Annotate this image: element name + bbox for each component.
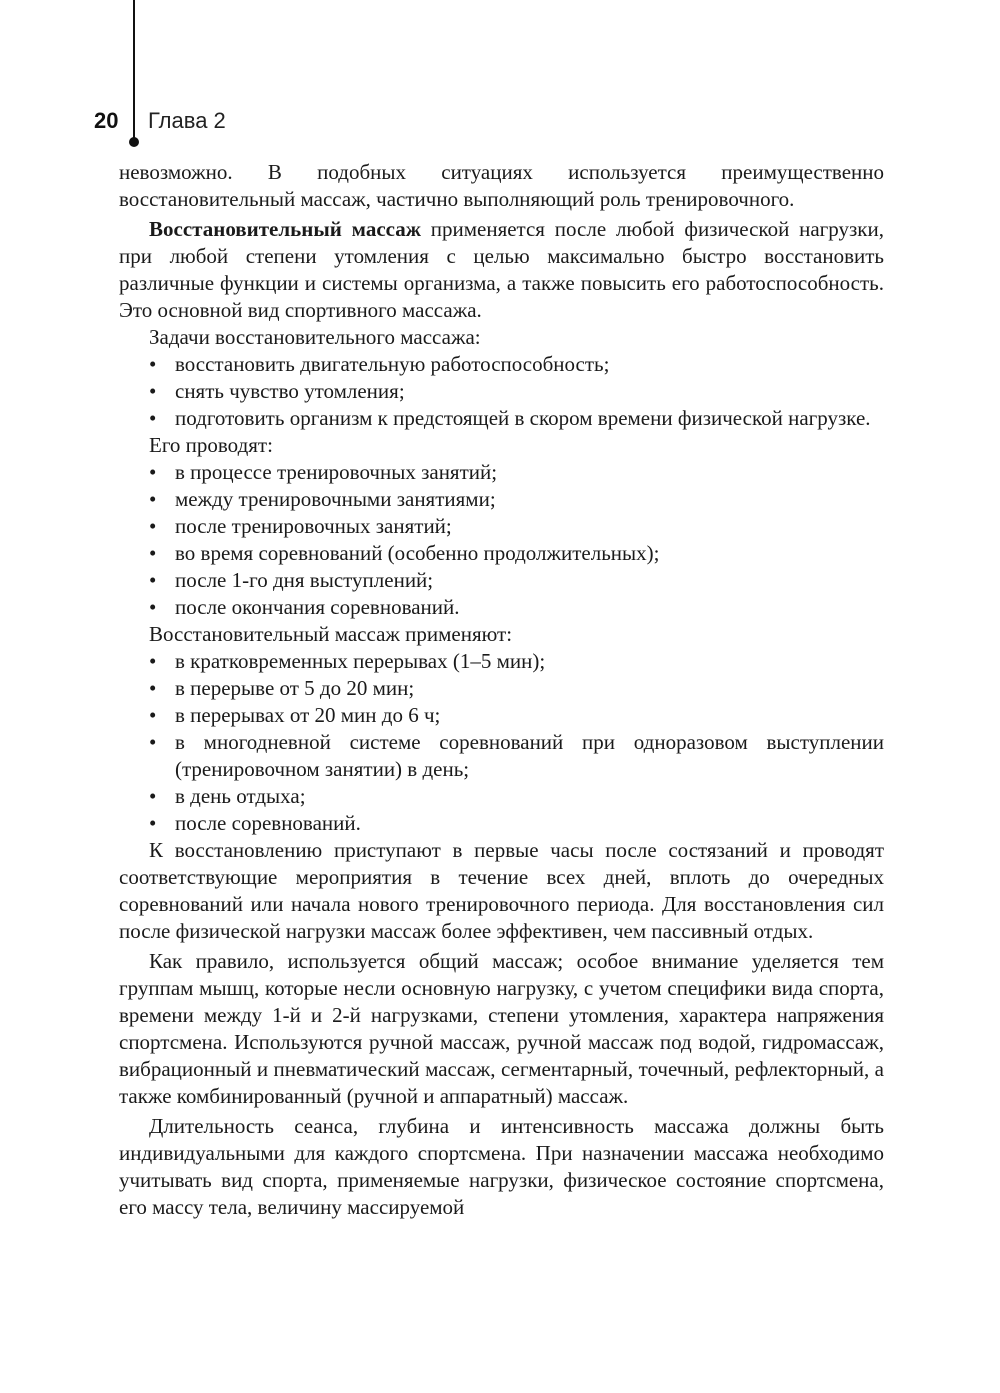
applied-intro: Восстановительный массаж применяют: (149, 622, 513, 646)
paragraph-2-text: применяется после любой физической нагрузки, при любой степени утомления с целью максимально быстро восстановить различные функции и системы организма, а также повысить его работоспособность. Это основной вид спортивного массажа. (119, 217, 884, 322)
list-item (119, 783, 884, 810)
list-item-text: после окончания соревнований. (175, 595, 460, 619)
list-item-text: подготовить организм к предстоящей в скором времени физической нагрузке. (175, 406, 871, 430)
paragraph-5: Длительность сеанса, глубина и интенсивность массажа должны быть индивидуальными для каждого спортсмена. При назначении массажа необходимо учитывать вид спорта, применяемые нагрузки, физическое состояние спортсмена, его массу тела, величину массируемой (119, 1114, 884, 1219)
list-item-text: во время соревнований (особенно продолжительных); (175, 541, 660, 565)
list-item (119, 486, 884, 513)
list-item (119, 729, 884, 783)
list-item-text: между тренировочными занятиями; (175, 487, 496, 511)
paragraph-3: К восстановлению приступают в первые часы после состязаний и проводят соответствующие мероприятия в течение всех дней, вплоть до очередных соревнований или начала нового тренировочного периода. Для восстановления сил после физической нагрузки массаж более эффективен, чем пассивный отдых. (119, 838, 884, 943)
bullet-icon: • (149, 487, 157, 511)
bullet-icon: • (149, 379, 157, 403)
list-item-text: в перерывах от 20 мин до 6 ч; (175, 703, 441, 727)
paragraph-2 (119, 216, 884, 324)
bullet-icon: • (149, 595, 157, 619)
list-item-text: в день отдыха; (175, 784, 306, 808)
paragraph-4: Как правило, используется общий массаж; особое внимание уделяется тем группам мышц, которые несли основную нагрузку, с учетом специфики вида спорта, времени между 1-й и 2-й нагрузками, степени утомления, характера напряжения спортсмена. Используются ручной массаж, ручной массаж под водой, гидромассаж, вибрационный и пневматический массаж, сегментарный, точечный, рефлекторный, а также комбинированный (ручной и аппаратный) массаж. (119, 949, 884, 1108)
paragraph-1: невозможно. В подобных ситуациях используется преимущественно восстановительный массаж, частично выполняющий роль тренировочного. (119, 160, 884, 211)
bullet-icon: • (149, 352, 157, 376)
list-item-text: в процессе тренировочных занятий; (175, 460, 498, 484)
list-item (119, 351, 884, 378)
page-body (119, 159, 884, 1221)
term-bold: Восстановительный массаж (149, 217, 421, 241)
bullet-icon: • (149, 703, 157, 727)
tasks-list (119, 351, 884, 432)
bullet-icon: • (149, 784, 157, 808)
list-item-text: восстановить двигательную работоспособность; (175, 352, 610, 376)
bullet-icon: • (149, 811, 157, 835)
bullet-icon: • (149, 676, 157, 700)
list-item-text: после 1-го дня выступлений; (175, 568, 434, 592)
list-item (119, 405, 884, 432)
margin-rule (133, 0, 135, 140)
list-item (119, 675, 884, 702)
tasks-intro: Задачи восстановительного массажа: (149, 325, 481, 349)
bullet-icon: • (149, 514, 157, 538)
list-item-text: в кратковременных перерывах (1–5 мин); (175, 649, 546, 673)
page-number: 20 (94, 108, 119, 133)
list-item (119, 702, 884, 729)
bullet-icon: • (149, 568, 157, 592)
chapter-title: Глава 2 (148, 108, 226, 133)
margin-rule-dot (129, 137, 139, 147)
bullet-icon: • (149, 730, 157, 754)
list-item-text: в перерыве от 5 до 20 мин; (175, 676, 415, 700)
conducted-list (119, 459, 884, 621)
list-item-text: после тренировочных занятий; (175, 514, 452, 538)
list-item (119, 513, 884, 540)
list-item (119, 459, 884, 486)
bullet-icon: • (149, 460, 157, 484)
list-item-text: в многодневной системе соревнований при одноразовом выступлении (тренировочном занятии) в день; (175, 730, 884, 781)
list-item (119, 567, 884, 594)
list-item (119, 810, 884, 837)
applied-list (119, 648, 884, 837)
conducted-intro: Его проводят: (149, 433, 273, 457)
list-item (119, 648, 884, 675)
list-item (119, 378, 884, 405)
bullet-icon: • (149, 541, 157, 565)
list-item (119, 594, 884, 621)
list-item-text: после соревнований. (175, 811, 361, 835)
list-item (119, 540, 884, 567)
bullet-icon: • (149, 649, 157, 673)
bullet-icon: • (149, 406, 157, 430)
list-item-text: снять чувство утомления; (175, 379, 405, 403)
